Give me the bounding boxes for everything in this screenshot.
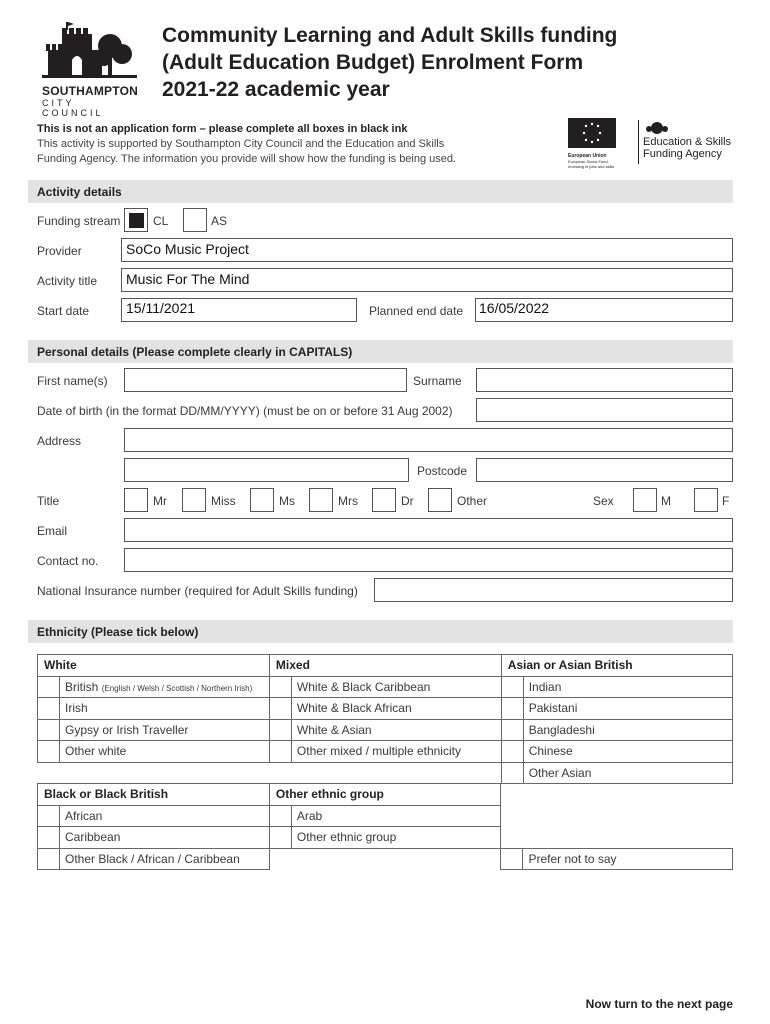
form-title [162,22,617,103]
asian-indian-checkbox[interactable] [501,676,523,698]
other-arab-label: Arab [291,805,501,827]
table-row [38,655,733,677]
mixed-other-checkbox[interactable] [269,741,291,763]
asian-other-label: Other Asian [523,762,732,784]
white-british-cell [60,676,270,698]
asian-chinese-label: Chinese [523,741,732,763]
white-irish-checkbox[interactable] [38,698,60,720]
table-row [38,762,733,784]
eu-line1: European Union [568,153,607,159]
table-row [38,848,733,870]
title-mrs-checkbox[interactable] [309,488,333,512]
dob-label: Date of birth (in the format DD/MM/YYYY) (must be on or before 31 Aug 2002) [37,404,453,418]
start-date-label: Start date [37,304,90,318]
notice-line2: This activity is supported by Southampton City Council and the Education and Skills [37,138,445,150]
notice-line3: Funding Agency. The information you provide will show how the funding is being used. [37,153,457,165]
esfa-line2: Funding Agency [643,148,722,160]
provider-value: SoCo Music Project [126,241,249,257]
esfa-logo [638,120,731,164]
activity-heading: Activity details [28,180,733,203]
ethnicity-table-top [37,654,733,784]
cl-label: CL [153,214,169,228]
title-mr-label: Mr [153,494,167,508]
asian-bangladeshi-checkbox[interactable] [501,719,523,741]
as-label: AS [211,214,228,228]
title-dr-label: Dr [401,494,414,508]
black-caribbean-checkbox[interactable] [38,827,60,849]
title-line2: (Adult Education Budget) Enrolment Form [162,51,584,74]
esfa-line1: Education & Skills [643,136,732,148]
title-line3: 2021-22 academic year [162,78,390,101]
council-logo [42,20,138,118]
asian-indian-label: Indian [523,676,732,698]
mixed-asian-label: White & Asian [291,719,501,741]
title-line1: Community Learning and Adult Skills funding [162,24,618,47]
postcode-field[interactable] [476,458,733,482]
ni-label: National Insurance number (required for Adult Skills funding) [37,584,358,598]
table-row [38,719,733,741]
sex-label: Sex [593,494,614,508]
cl-checkbox-checked [129,213,144,228]
email-field[interactable] [124,518,733,542]
title-dr-checkbox[interactable] [372,488,396,512]
surname-field[interactable] [476,368,733,392]
provider-label: Provider [37,244,82,258]
dob-field[interactable] [476,398,733,422]
table-row [38,676,733,698]
table-row [38,805,733,827]
ethnicity-table-bottom [37,783,733,870]
sex-f-label: F [722,494,730,508]
contact-label: Contact no. [37,554,99,568]
other-group-checkbox[interactable] [269,827,291,849]
other-group-label: Other ethnic group [291,827,501,849]
title-mr-checkbox[interactable] [124,488,148,512]
black-other-label: Other Black / African / Caribbean [60,848,270,870]
next-page-note: Now turn to the next page [585,997,733,1011]
prefer-not-label: Prefer not to say [523,848,733,870]
surname-label: Surname [413,374,462,388]
eu-line2: European Social Fund [568,159,608,164]
white-other-checkbox[interactable] [38,741,60,763]
title-miss-label: Miss [211,494,236,508]
title-miss-checkbox[interactable] [182,488,206,512]
royal-crest-icon [645,120,669,136]
table-row [38,741,733,763]
black-heading: Black or Black British [38,784,270,806]
end-date-label: Planned end date [369,304,464,318]
eu-flag-icon [568,118,616,148]
asian-chinese-checkbox[interactable] [501,741,523,763]
white-british-checkbox[interactable] [38,676,60,698]
castle-tree-icon [42,20,137,78]
white-gypsy-checkbox[interactable] [38,719,60,741]
mixed-caribbean-label: White & Black Caribbean [291,676,501,698]
prefer-not-checkbox[interactable] [501,848,523,870]
title-other-checkbox[interactable] [428,488,452,512]
asian-bangladeshi-label: Bangladeshi [523,719,732,741]
contact-field[interactable] [124,548,733,572]
black-african-label: African [60,805,270,827]
ni-field[interactable] [374,578,733,602]
mixed-caribbean-checkbox[interactable] [269,676,291,698]
as-checkbox[interactable] [183,208,207,232]
title-other-label: Other [457,494,488,508]
mixed-heading: Mixed [269,655,501,677]
title-label: Title [37,494,60,508]
notice-bold: This is not an application form – please complete all boxes in black ink [37,123,408,135]
notice [37,122,456,167]
black-caribbean-label: Caribbean [60,827,270,849]
title-ms-checkbox[interactable] [250,488,274,512]
sex-m-label: M [661,494,671,508]
asian-other-checkbox[interactable] [501,762,523,784]
asian-pakistani-checkbox[interactable] [501,698,523,720]
postcode-label: Postcode [417,464,468,478]
start-date-value: 15/11/2021 [126,300,196,316]
title-mrs-label: Mrs [338,494,358,508]
mixed-other-label: Other mixed / multiple ethnicity [291,741,501,763]
address-label: Address [37,434,82,448]
logo-line2: CITY COUNCIL [42,98,104,118]
activity-title-label: Activity title [37,274,98,288]
table-row [38,827,733,849]
mixed-african-label: White & Black African [291,698,501,720]
funding-stream-label: Funding stream [37,214,121,228]
end-date-value: 16/05/2022 [479,300,550,316]
sex-f-checkbox[interactable] [694,488,718,512]
white-other-label: Other white [60,741,270,763]
black-african-checkbox[interactable] [38,805,60,827]
sex-m-checkbox[interactable] [633,488,657,512]
first-name-field[interactable] [124,368,407,392]
mixed-asian-checkbox[interactable] [269,719,291,741]
asian-heading: Asian or Asian British [501,655,732,677]
personal-heading: Personal details (Please complete clearly in CAPITALS) [28,340,733,363]
white-british-label: British [65,679,99,694]
email-label: Email [37,524,68,538]
eu-line3: Investing in jobs and skills [568,164,615,169]
table-row [38,698,733,720]
table-row [38,784,733,806]
address-line2-field[interactable] [124,458,409,482]
ethnicity-heading: Ethnicity (Please tick below) [28,620,733,643]
other-heading: Other ethnic group [269,784,501,806]
white-gypsy-label: Gypsy or Irish Traveller [60,719,270,741]
address-line1-field[interactable] [124,428,733,452]
first-name-label: First name(s) [37,374,108,388]
mixed-african-checkbox[interactable] [269,698,291,720]
eu-logo [568,118,616,169]
logo-line1: SOUTHAMPTON [42,84,138,98]
white-british-note: (English / Welsh / Scottish / Northern Irish) [101,683,253,693]
white-irish-label: Irish [60,698,270,720]
black-other-checkbox[interactable] [38,848,60,870]
title-ms-label: Ms [279,494,295,508]
asian-pakistani-label: Pakistani [523,698,732,720]
activity-title-value: Music For The Mind [126,271,250,287]
white-heading: White [38,655,270,677]
other-arab-checkbox[interactable] [269,805,291,827]
